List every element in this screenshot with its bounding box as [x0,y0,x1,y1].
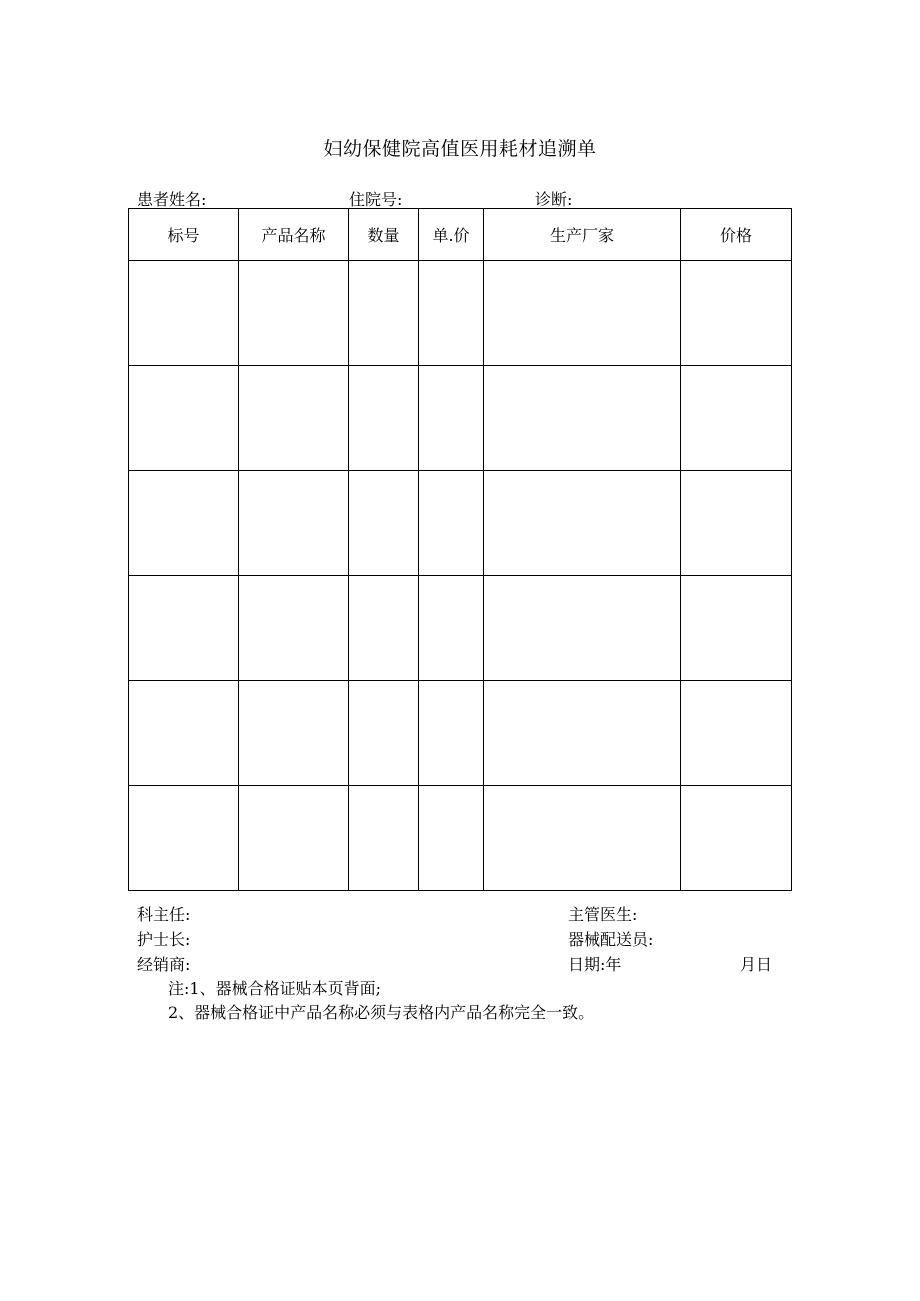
table-cell [239,261,349,366]
table-cell [419,576,484,681]
table-cell [681,576,792,681]
table-cell [419,786,484,891]
table-cell [681,681,792,786]
table-cell [239,576,349,681]
table-cell [349,681,419,786]
table-cell [484,576,681,681]
diagnosis-label: 诊断: [535,190,573,209]
table-cell [484,261,681,366]
table-cell [419,261,484,366]
table-cell [484,681,681,786]
table-cell [239,471,349,576]
table-row [129,261,792,366]
table-cell [484,471,681,576]
column-header-quantity: 数量 [349,209,419,261]
date-month-day-label: 月日 [740,955,773,974]
note-1: 注:1、器械合格证贴本页背面; [168,979,381,998]
traceability-table [128,208,792,891]
table-cell [419,471,484,576]
attending-doctor-label: 主管医生: [568,905,638,924]
column-header-unit-price: 单.价 [419,209,484,261]
column-header-price: 价格 [681,209,792,261]
table-cell [349,576,419,681]
table-cell [419,681,484,786]
table-header-row [129,209,792,261]
table-cell [349,261,419,366]
table-cell [129,576,239,681]
table-cell [129,786,239,891]
table-cell [681,366,792,471]
note-2: 2、器械合格证中产品名称必须与表格内产品名称完全一致。 [168,1003,595,1022]
document-title: 妇幼保健院高值医用耗材追溯单 [323,138,597,160]
table-row [129,681,792,786]
column-header-manufacturer: 生产厂家 [484,209,681,261]
table-cell [239,366,349,471]
table-cell [419,366,484,471]
table-cell [129,681,239,786]
table-row [129,786,792,891]
date-label: 日期:年 [568,955,622,974]
table-cell [681,786,792,891]
table-cell [484,366,681,471]
table-row [129,366,792,471]
table-cell [129,366,239,471]
table-cell [484,786,681,891]
table-cell [239,681,349,786]
table-row [129,576,792,681]
table-cell [681,261,792,366]
column-header-item-number: 标号 [129,209,239,261]
table-row [129,471,792,576]
head-nurse-label: 护士长: [137,930,191,949]
table-cell [349,366,419,471]
admission-number-label: 住院号: [349,190,403,209]
device-delivery-label: 器械配送员: [568,930,654,949]
table-cell [129,471,239,576]
table-cell [681,471,792,576]
table-cell [129,261,239,366]
distributor-label: 经销商: [137,955,191,974]
dept-director-label: 科主任: [137,905,191,924]
table-cell [349,786,419,891]
table-cell [239,786,349,891]
table-cell [349,471,419,576]
patient-name-label: 患者姓名: [137,190,207,209]
column-header-product-name: 产品名称 [239,209,349,261]
